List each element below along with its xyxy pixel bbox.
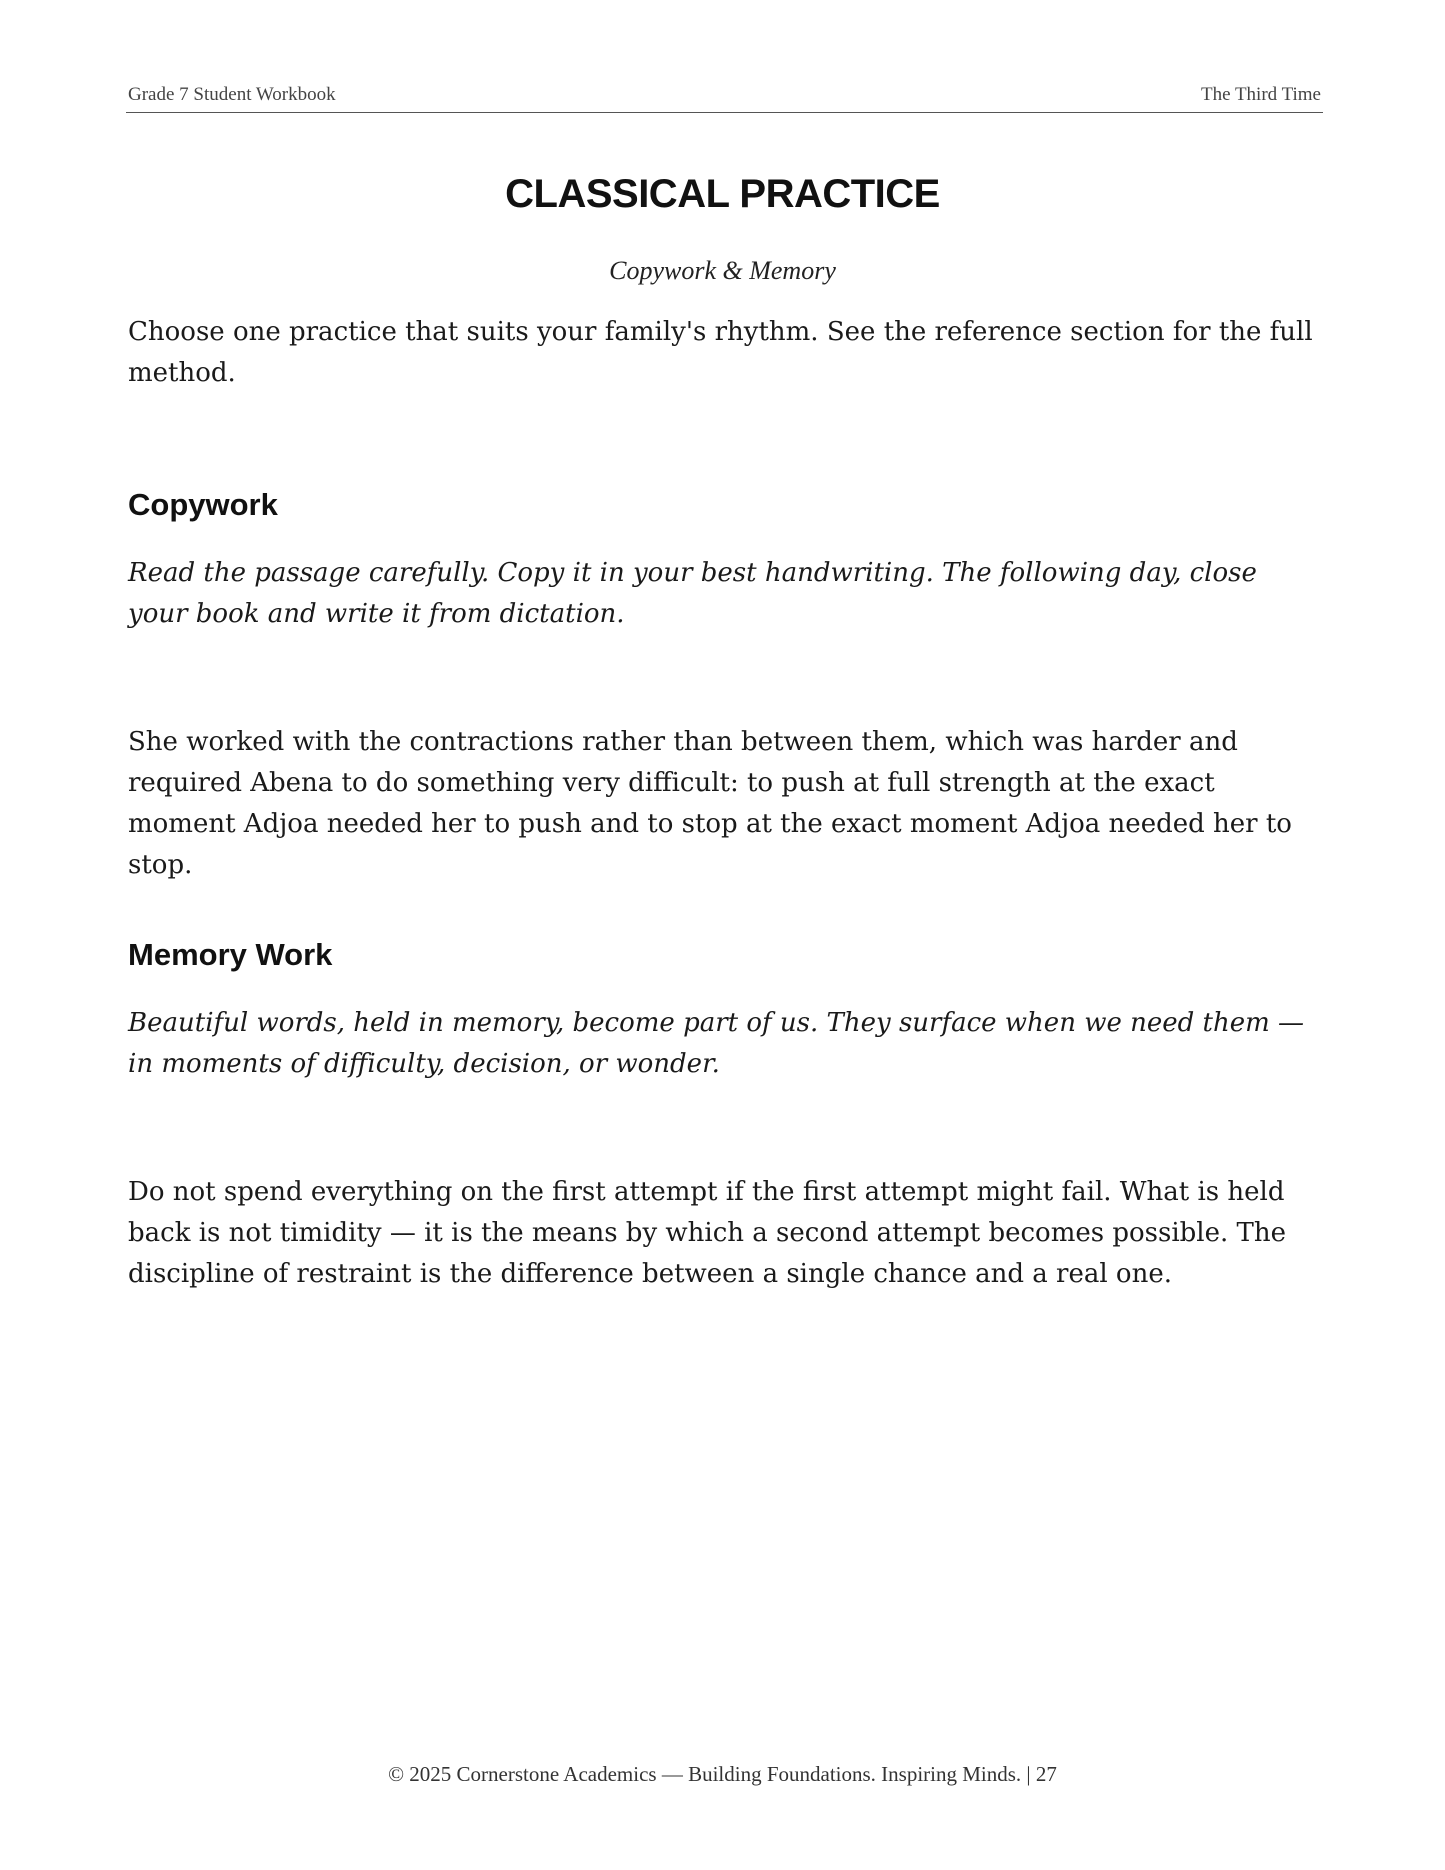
running-header	[126, 84, 1323, 113]
header-chapter-title: The Third Time	[1201, 84, 1321, 105]
page-title: CLASSICAL PRACTICE	[505, 172, 940, 216]
copywork-passage: She worked with the contractions rather than between them, which was harder and required Abena to do something very difficult: to push at full strength at the exact moment Adjoa needed her to push and to stop at the exact moment Adjoa needed her to stop.	[128, 727, 1292, 880]
header-book-title: Grade 7 Student Workbook	[128, 84, 336, 105]
memory-work-heading: Memory Work	[128, 937, 333, 972]
intro-paragraph: Choose one practice that suits your family's rhythm. See the reference section for the full method.	[128, 317, 1313, 388]
page-footer: © 2025 Cornerstone Academics — Building Foundations. Inspiring Minds. | 27	[388, 1762, 1057, 1786]
copywork-heading: Copywork	[128, 487, 278, 522]
page-subtitle: Copywork & Memory	[609, 256, 836, 285]
copywork-instructions: Read the passage carefully. Copy it in your best handwriting. The following day, close your book and write it from dictation.	[128, 558, 1257, 629]
memory-work-passage: Do not spend everything on the first attempt if the first attempt might fail. What is held back is not timidity — it is the means by which a second attempt becomes possible. The discipline of restraint is the difference between a single chance and a real one.	[128, 1177, 1286, 1289]
memory-work-instructions: Beautiful words, held in memory, become part of us. They surface when we need them — in moments of difficulty, decision, or wonder.	[128, 1008, 1305, 1079]
